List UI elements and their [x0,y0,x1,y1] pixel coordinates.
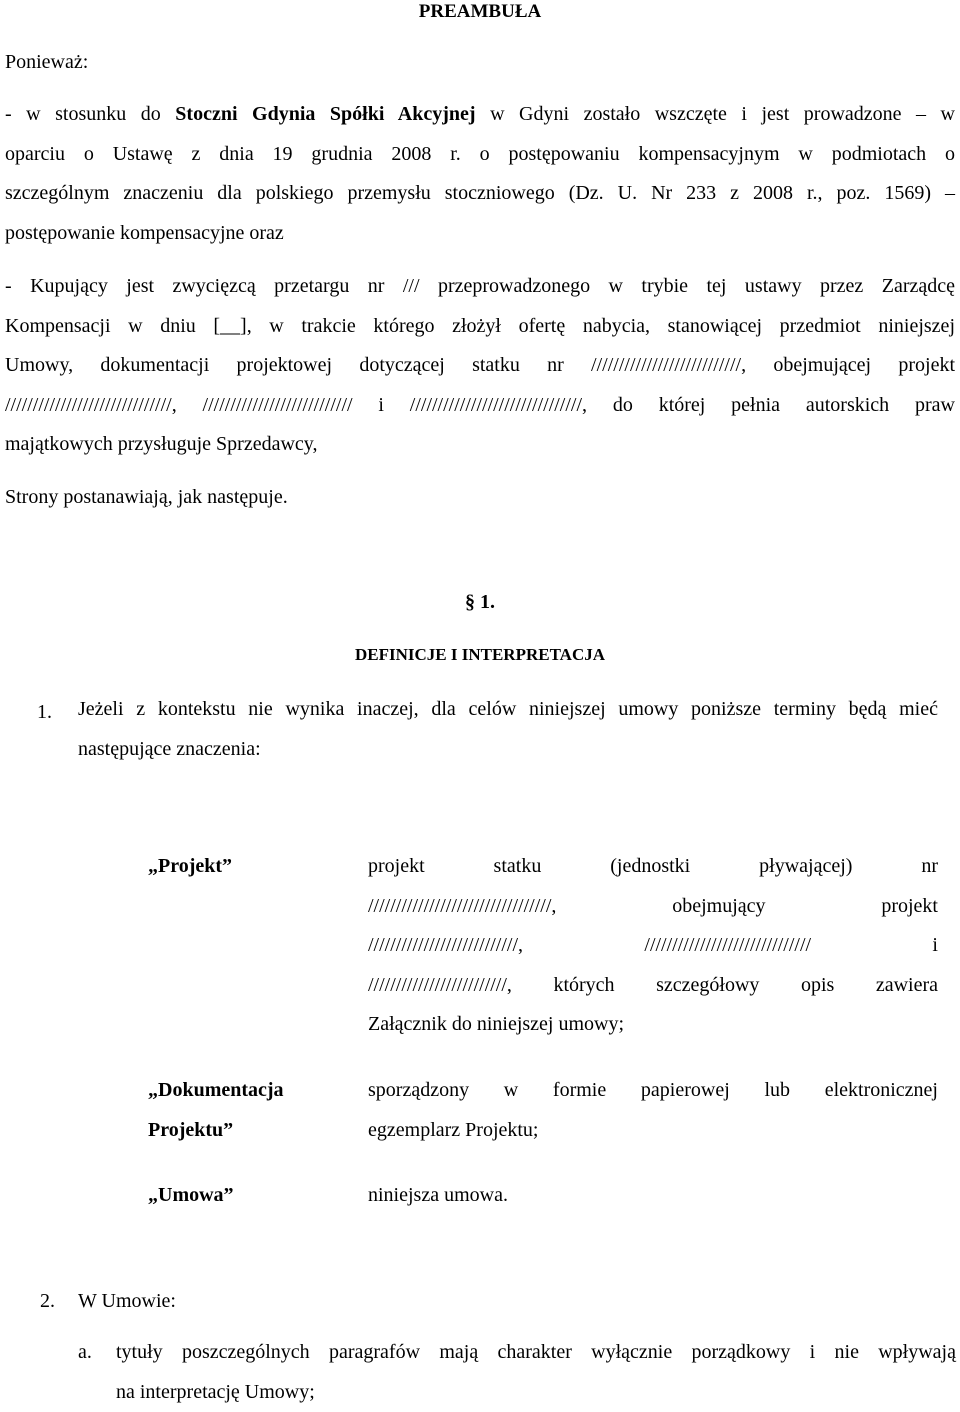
item-2a-line-2: na interpretację Umowy; [116,1373,956,1412]
preamble-paragraph-3 [5,478,955,518]
definition-term-projekt: „Projekt” [148,847,348,887]
item-2-text: W Umowie: [78,1282,176,1322]
paragraph-2-line-4: //////////////////////////////, /////////////////////////// i ///////////////////////////////, do której pełnia autorskich praw [5,386,955,426]
def-projekt-line-3: ///////////////////////////, ////////////////////////////// i [368,926,938,966]
definition-text-dokumentacja [368,1071,938,1150]
item-2a-line-1: tytuły poszczególnych paragrafów mają charakter wyłącznie porządkowy i nie wpływają [116,1333,956,1373]
section-title: DEFINICJE I INTERPRETACJA [0,645,960,665]
document-title: PREAMBUŁA [0,0,960,24]
section-number: § 1. [0,591,960,614]
definition-text-projekt [368,847,938,1045]
paragraph-2-line-5: majątkowych przysługuje Sprzedawcy, [5,425,955,465]
item-2a-text [116,1333,956,1412]
definition-text-umowa: niniejsza umowa. [368,1176,938,1216]
def-projekt-line-2: /////////////////////////////////, obejmujący projekt [368,887,938,927]
preamble-paragraph-1 [5,95,955,253]
def-dokumentacja-line-2: egzemplarz Projektu; [368,1111,938,1151]
item-2-number: 2. [40,1282,55,1322]
paragraph-3-text: Strony postanawiają, jak następuje. [5,486,288,508]
paragraph-1-line-1: - w stosunku do Stoczni Gdynia Spółki Akcyjnej w Gdyni zostało wszczęte i jest prowadzone – w [5,95,955,135]
def-dokumentacja-line-1: sporządzony w formie papierowej lub elektronicznej [368,1071,938,1111]
intro-line [5,43,955,83]
preamble-paragraph-2 [5,267,955,465]
intro-text: Ponieważ: [5,51,88,73]
item-1-line-2: następujące znaczenia: [78,730,938,770]
item-1-number: 1. [37,693,52,733]
definition-term-dokumentacja: „Dokumentacja Projektu” [148,1071,348,1150]
item-1-text [78,690,938,769]
paragraph-1-line-3: szczególnym znaczeniu dla polskiego przemysłu stoczniowego (Dz. U. Nr 233 z 2008 r., poz. 1569) – [5,174,955,214]
def-projekt-line-5: Załącznik do niniejszej umowy; [368,1005,938,1045]
paragraph-2-line-1: - Kupujący jest zwycięzcą przetargu nr /// przeprowadzonego w trybie tej ustawy przez Zarządcę [5,267,955,307]
paragraph-1-line-2: oparciu o Ustawę z dnia 19 grudnia 2008 r. o postępowaniu kompensacyjnym w podmiotach o [5,135,955,175]
def-projekt-line-1: projekt statku (jednostki pływającej) nr [368,847,938,887]
paragraph-2-line-3: Umowy, dokumentacji projektowej dotyczącej statku nr ///////////////////////////, obejmującej projekt [5,346,955,386]
definition-term-umowa: „Umowa” [148,1176,348,1216]
item-1-line-1: Jeżeli z kontekstu nie wynika inaczej, dla celów niniejszej umowy poniższe terminy będą mieć [78,690,938,730]
def-projekt-line-4: /////////////////////////, których szczegółowy opis zawiera [368,966,938,1006]
paragraph-1-line-4: postępowanie kompensacyjne oraz [5,214,955,254]
shipyard-name: Stoczni Gdynia Spółki Akcyjnej [175,103,475,125]
item-2a-letter: a. [78,1333,92,1373]
paragraph-2-line-2: Kompensacji w dniu [__], w trakcie którego złożył ofertę nabycia, stanowiącej przedmiot niniejszej [5,307,955,347]
